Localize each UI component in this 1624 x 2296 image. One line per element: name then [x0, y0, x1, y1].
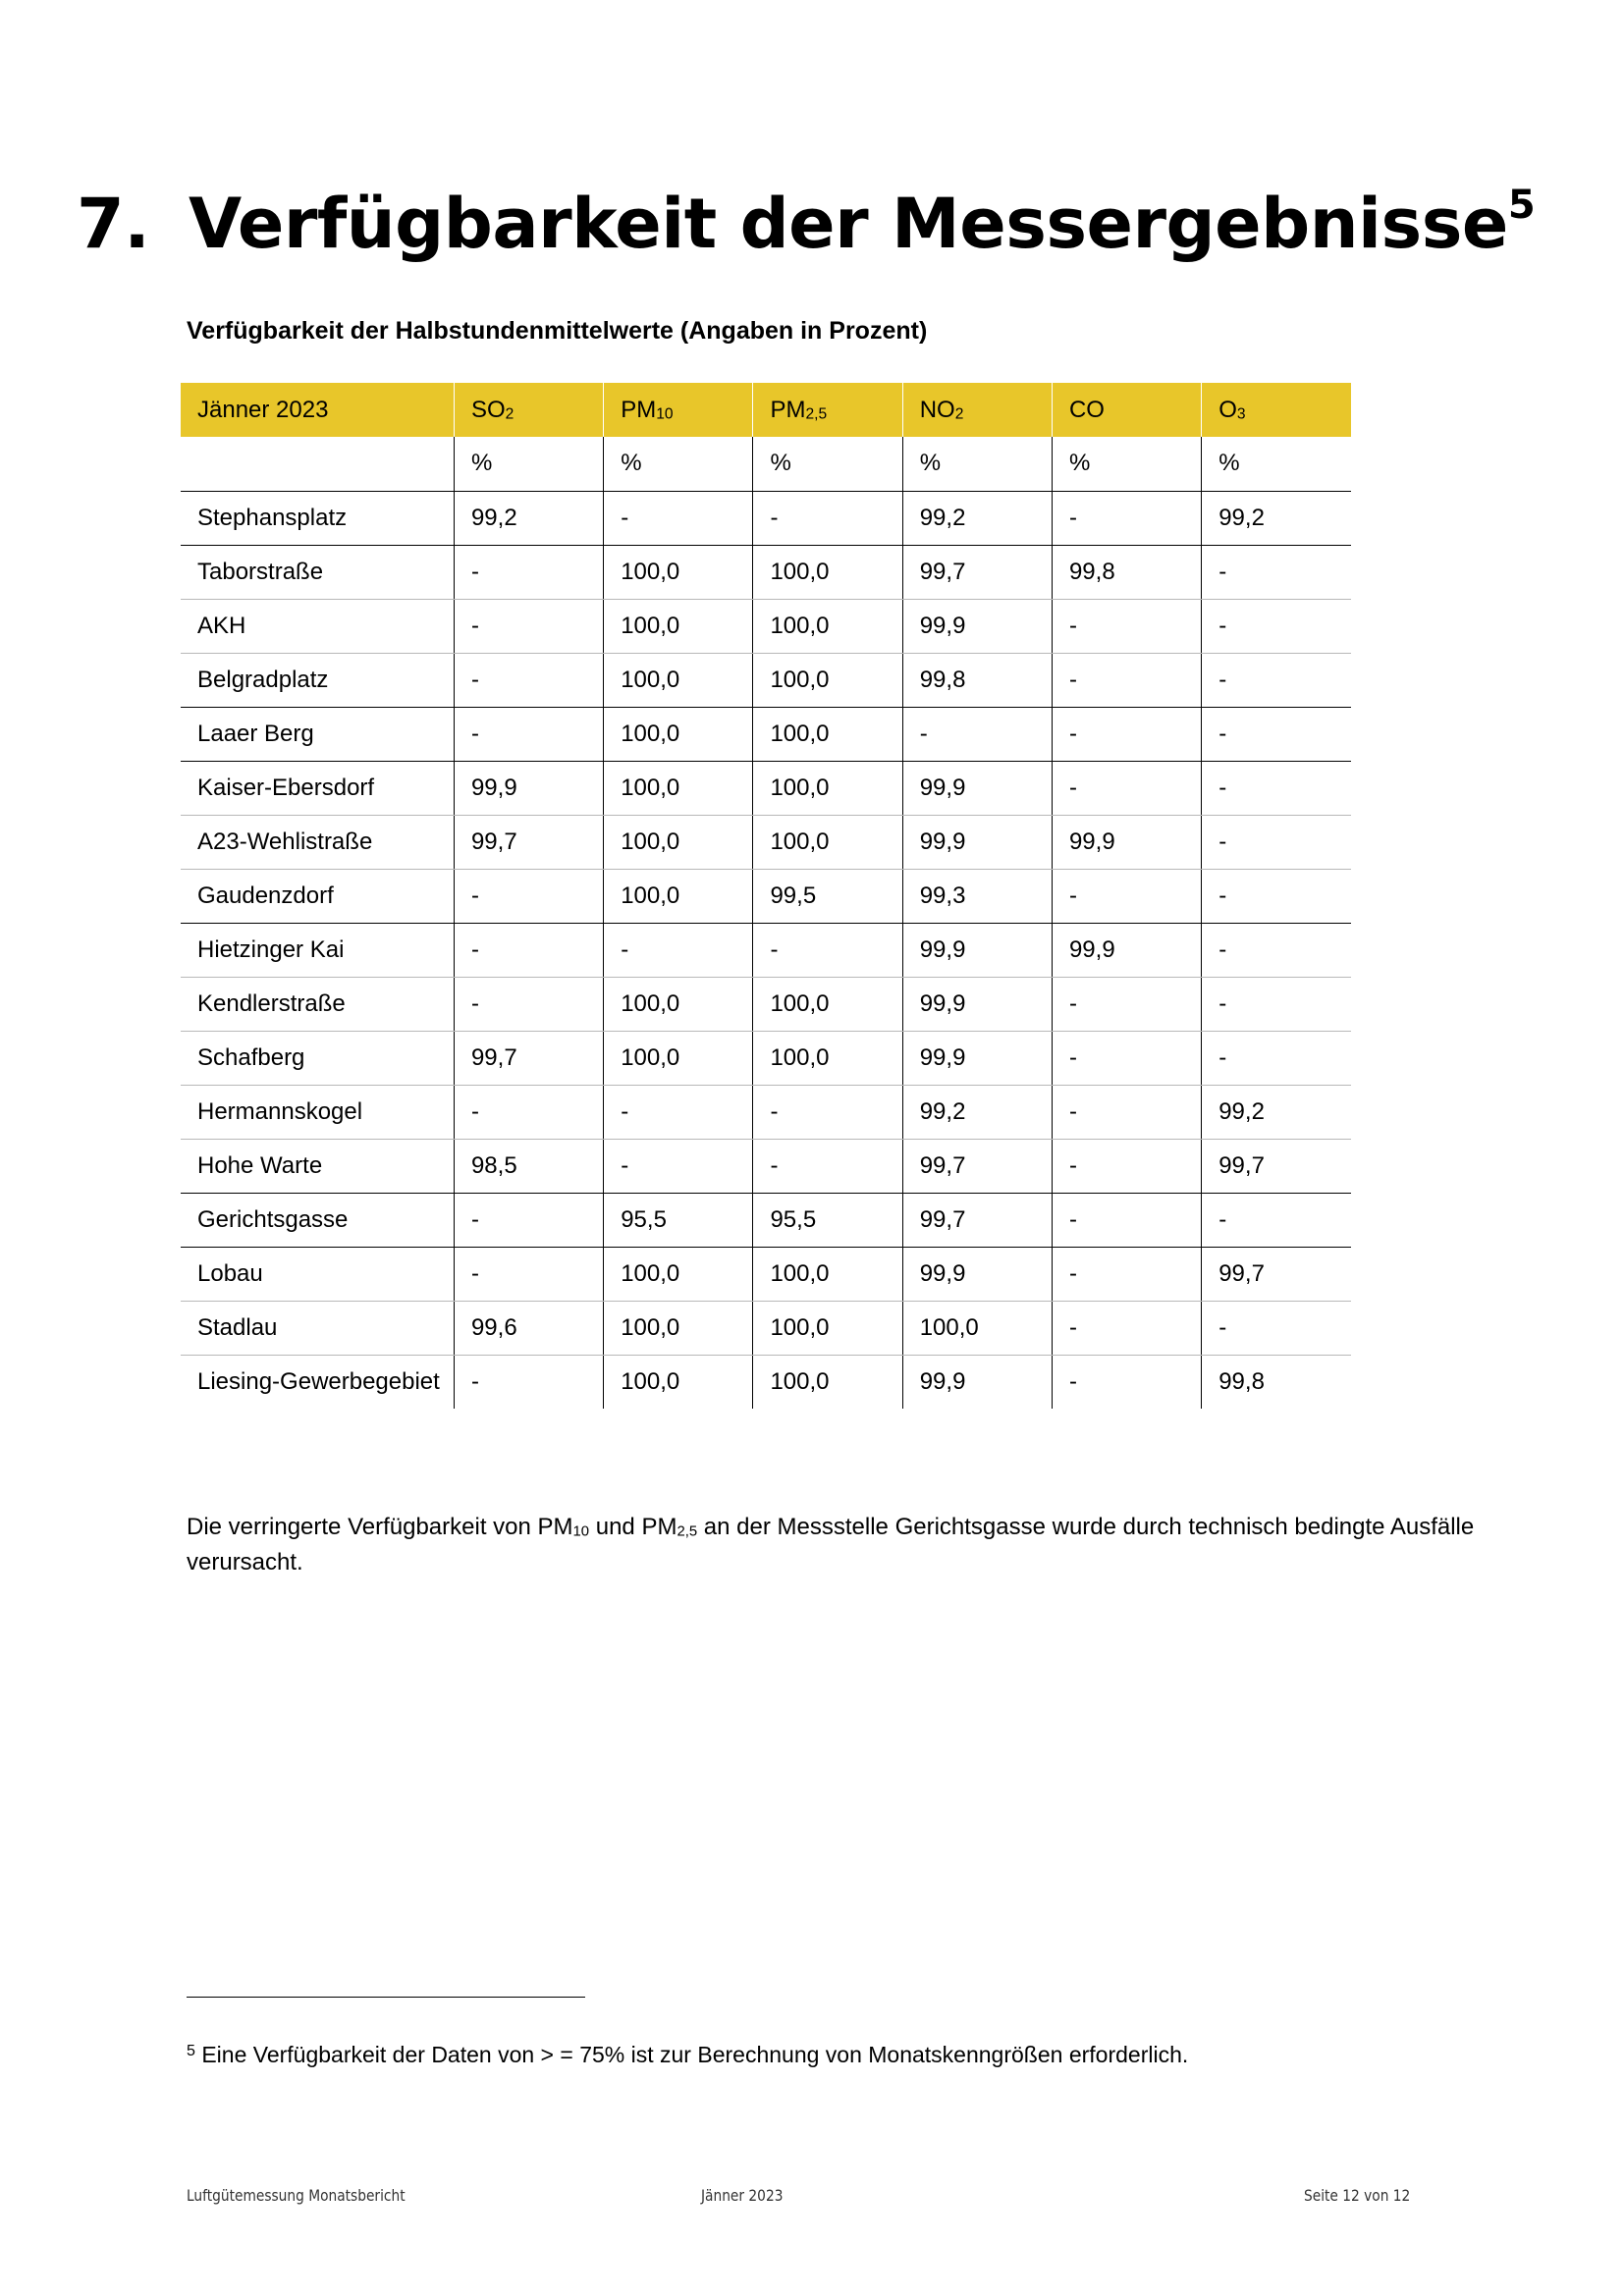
page-title [77, 165, 1535, 283]
value-cell: 99,2 [902, 1085, 1052, 1139]
pollutant-symbol: CO [1068, 396, 1105, 423]
table-unit-row [181, 437, 1351, 491]
table-row [181, 1247, 1351, 1301]
value-cell: 100,0 [604, 761, 753, 815]
value-cell: 99,9 [902, 923, 1052, 977]
unit-cell: % [604, 437, 753, 491]
value-cell: 99,7 [902, 1139, 1052, 1193]
value-cell: - [604, 923, 753, 977]
header-month: Jänner 2023 [181, 383, 454, 437]
table-row [181, 653, 1351, 707]
value-cell: 99,9 [902, 1247, 1052, 1301]
pollutant-subscript: 10 [656, 405, 674, 423]
table-header-row [181, 383, 1351, 437]
value-cell: - [454, 707, 603, 761]
value-cell: - [1052, 761, 1201, 815]
value-cell: 99,7 [902, 545, 1052, 599]
unit-cell-empty [181, 437, 454, 491]
value-cell: - [454, 1247, 603, 1301]
value-cell: - [1052, 1139, 1201, 1193]
value-cell: - [1202, 1031, 1351, 1085]
value-cell: - [454, 1193, 603, 1247]
value-cell: - [753, 491, 902, 545]
value-cell: 100,0 [604, 653, 753, 707]
value-cell: 99,9 [902, 1355, 1052, 1409]
station-name: Belgradplatz [181, 653, 454, 707]
pollutant-symbol: O [1218, 396, 1237, 423]
table-row [181, 707, 1351, 761]
value-cell: - [1052, 1247, 1201, 1301]
value-cell: - [1202, 977, 1351, 1031]
value-cell: 100,0 [753, 599, 902, 653]
value-cell: 100,0 [753, 815, 902, 869]
pollutant-subscript: 2 [505, 405, 514, 423]
header-pollutant [753, 383, 902, 437]
value-cell: - [604, 1085, 753, 1139]
value-cell: 100,0 [753, 1301, 902, 1355]
value-cell: 100,0 [604, 545, 753, 599]
station-name: Gerichtsgasse [181, 1193, 454, 1247]
table-row [181, 1031, 1351, 1085]
value-cell: 99,9 [1052, 923, 1201, 977]
value-cell: - [1202, 1193, 1351, 1247]
footer-center: Jänner 2023 [701, 2186, 784, 2205]
table-body [181, 491, 1351, 1409]
table-row [181, 869, 1351, 923]
table-row [181, 1193, 1351, 1247]
station-name: Kendlerstraße [181, 977, 454, 1031]
footer-left: Luftgütemessung Monatsbericht [187, 2186, 406, 2205]
value-cell: 95,5 [604, 1193, 753, 1247]
note-subscript-2: 2,5 [677, 1523, 698, 1540]
value-cell: 99,7 [1202, 1247, 1351, 1301]
value-cell: - [454, 869, 603, 923]
value-cell: - [454, 923, 603, 977]
value-cell: - [1202, 545, 1351, 599]
pollutant-symbol: PM [770, 396, 806, 423]
footnote-text: Eine Verfügbarkeit der Daten von > = 75% ist zur Berechnung von Monatskenngrößen erforderlich. [194, 2042, 1189, 2067]
value-cell: - [1202, 923, 1351, 977]
value-cell: 99,8 [1052, 545, 1201, 599]
footnote-reference: 5 [1507, 183, 1536, 228]
value-cell: 99,8 [1202, 1355, 1351, 1409]
value-cell: - [1052, 869, 1201, 923]
value-cell: - [1052, 1031, 1201, 1085]
value-cell: 99,7 [902, 1193, 1052, 1247]
station-name: Liesing-Gewerbegebiet [197, 1367, 440, 1395]
value-cell: 100,0 [902, 1301, 1052, 1355]
value-cell: 99,3 [902, 869, 1052, 923]
value-cell: 99,2 [1202, 491, 1351, 545]
note-text-3: an der Messstelle Gerichtsgasse wurde durch technisch bedingte Ausfälle verursacht. [187, 1514, 1475, 1575]
value-cell: 100,0 [753, 653, 902, 707]
table-row [181, 599, 1351, 653]
value-cell: 99,9 [454, 761, 603, 815]
value-cell: 99,2 [454, 491, 603, 545]
table-row [181, 1355, 1351, 1409]
value-cell: 99,7 [1202, 1139, 1351, 1193]
table-row [181, 761, 1351, 815]
unit-cell: % [753, 437, 902, 491]
value-cell: 100,0 [604, 1301, 753, 1355]
pollutant-symbol: PM [621, 396, 657, 423]
table-caption: Verfügbarkeit der Halbstundenmittelwerte (Angaben in Prozent) [187, 317, 928, 345]
header-pollutant [454, 383, 603, 437]
value-cell: - [454, 545, 603, 599]
note-text-2: und PM [589, 1514, 677, 1540]
value-cell: - [1052, 1301, 1201, 1355]
unit-cell: % [902, 437, 1052, 491]
station-name: Stadlau [181, 1301, 454, 1355]
value-cell: 100,0 [753, 707, 902, 761]
value-cell: 100,0 [753, 1031, 902, 1085]
value-cell: 100,0 [604, 599, 753, 653]
value-cell: 100,0 [753, 761, 902, 815]
table-row [181, 815, 1351, 869]
value-cell: 100,0 [604, 977, 753, 1031]
value-cell: 99,9 [902, 1031, 1052, 1085]
value-cell: 99,9 [902, 815, 1052, 869]
value-cell: - [1202, 761, 1351, 815]
availability-table [181, 383, 1351, 1409]
value-cell: 99,5 [753, 869, 902, 923]
value-cell: - [604, 491, 753, 545]
note-text-1: Die verringerte Verfügbarkeit von PM [187, 1514, 573, 1540]
value-cell: 100,0 [753, 545, 902, 599]
station-name: Gaudenzdorf [181, 869, 454, 923]
unit-cell: % [1052, 437, 1201, 491]
value-cell: - [753, 1139, 902, 1193]
value-cell: - [1052, 1085, 1201, 1139]
value-cell: - [454, 599, 603, 653]
pollutant-subscript: 2,5 [805, 405, 828, 423]
value-cell: - [604, 1139, 753, 1193]
value-cell: 100,0 [604, 815, 753, 869]
value-cell: - [1202, 815, 1351, 869]
value-cell: 99,9 [902, 599, 1052, 653]
table-row [181, 1301, 1351, 1355]
value-cell: 99,8 [902, 653, 1052, 707]
value-cell: 100,0 [604, 1031, 753, 1085]
value-cell: - [1202, 1301, 1351, 1355]
unit-cell: % [1202, 437, 1351, 491]
value-cell: - [902, 707, 1052, 761]
value-cell: 100,0 [753, 977, 902, 1031]
note-subscript-1: 10 [572, 1523, 590, 1540]
value-cell: - [1202, 707, 1351, 761]
value-cell: - [1202, 653, 1351, 707]
station-name: Hermannskogel [181, 1085, 454, 1139]
station-name: Laaer Berg [181, 707, 454, 761]
value-cell: - [1052, 653, 1201, 707]
pollutant-symbol: NO [919, 396, 955, 423]
value-cell: - [454, 1355, 603, 1409]
value-cell: - [1052, 491, 1201, 545]
value-cell: 99,9 [1052, 815, 1201, 869]
station-name: Lobau [181, 1247, 454, 1301]
value-cell: - [1052, 977, 1201, 1031]
value-cell: 99,7 [454, 1031, 603, 1085]
station-name: Stephansplatz [181, 491, 454, 545]
table-row [181, 491, 1351, 545]
footnote-divider [187, 1997, 585, 1998]
header-pollutant [604, 383, 753, 437]
pollutant-symbol: SO [470, 396, 506, 423]
table-row [181, 977, 1351, 1031]
section-number: 7. [77, 184, 150, 264]
value-cell: 99,6 [454, 1301, 603, 1355]
value-cell: 100,0 [604, 1247, 753, 1301]
station-name: Kaiser-Ebersdorf [181, 761, 454, 815]
value-cell: - [1052, 1193, 1201, 1247]
value-cell: 95,5 [753, 1193, 902, 1247]
value-cell: - [1052, 1355, 1201, 1409]
value-cell: 99,7 [454, 815, 603, 869]
value-cell: 100,0 [753, 1355, 902, 1409]
header-pollutant [1052, 383, 1201, 437]
availability-note [187, 1510, 1492, 1580]
footer-page-number: Seite 12 von 12 [1304, 2186, 1411, 2205]
value-cell: 99,2 [1202, 1085, 1351, 1139]
station-name: AKH [181, 599, 454, 653]
header-pollutant [902, 383, 1052, 437]
station-name: Taborstraße [181, 545, 454, 599]
table-row [181, 1139, 1351, 1193]
value-cell: - [454, 977, 603, 1031]
value-cell: - [1202, 869, 1351, 923]
value-cell: 99,2 [902, 491, 1052, 545]
pollutant-subscript: 2 [954, 405, 964, 423]
footnote [187, 2038, 1188, 2071]
station-name: Hietzinger Kai [181, 923, 454, 977]
value-cell: - [454, 1085, 603, 1139]
table-row [181, 923, 1351, 977]
value-cell: 99,9 [902, 761, 1052, 815]
footnote-marker: 5 [187, 2041, 195, 2059]
pollutant-subscript: 3 [1236, 405, 1246, 423]
station-name: Hohe Warte [181, 1139, 454, 1193]
value-cell: 100,0 [753, 1247, 902, 1301]
value-cell: - [753, 923, 902, 977]
station-name: A23-Wehlistraße [181, 815, 454, 869]
unit-cell: % [454, 437, 603, 491]
value-cell: 100,0 [604, 707, 753, 761]
station-name: Schafberg [181, 1031, 454, 1085]
header-pollutant [1202, 383, 1351, 437]
value-cell: - [1202, 599, 1351, 653]
value-cell: 100,0 [604, 869, 753, 923]
value-cell: - [454, 653, 603, 707]
table-row [181, 545, 1351, 599]
value-cell: - [1052, 599, 1201, 653]
section-title: Verfügbarkeit der Messergebnisse [189, 184, 1508, 264]
value-cell: 100,0 [604, 1355, 753, 1409]
value-cell: 99,9 [902, 977, 1052, 1031]
table-row [181, 1085, 1351, 1139]
value-cell: - [753, 1085, 902, 1139]
value-cell: 98,5 [454, 1139, 603, 1193]
value-cell: - [1052, 707, 1201, 761]
